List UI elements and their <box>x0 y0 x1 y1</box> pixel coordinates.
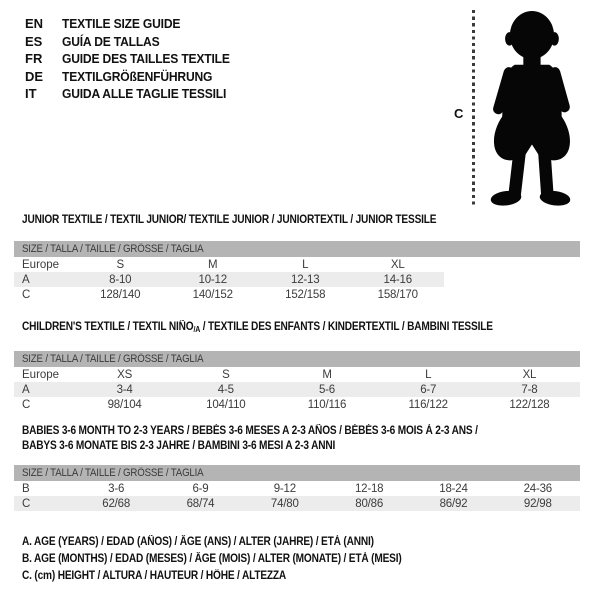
row-label-c: C <box>22 288 31 301</box>
height-measure-dotted-line <box>472 10 475 207</box>
babies-size-header-band <box>14 465 580 481</box>
legend-age-months: B. AGE (MONTHS) / EDAD (MESES) / ÂGE (MOIS) / ALTER (MONATE) / ETÀ (MESI) <box>22 553 402 566</box>
age-cell: 5-6 <box>318 383 336 396</box>
row-label-a: A <box>22 383 30 396</box>
height-cell: 104/110 <box>206 398 246 411</box>
babies-table-title-line1: BABIES 3-6 MONTH TO 2-3 YEARS / BEBÉS 3-6 MESES A 2-3 AÑOS / BÉBÉS 3-6 MOIS À 2-3 ANS / <box>22 425 478 437</box>
legend-height-cm: C. (cm) HEIGHT / ALTURA / HAUTEUR / HÖHE / ALTEZZA <box>22 570 287 583</box>
junior-table-title-text: JUNIOR TEXTILE / TEXTIL JUNIOR/ TEXTILE JUNIOR / JUNIORTEXTIL / JUNIOR TESSILE <box>22 214 437 226</box>
height-cell: 116/122 <box>408 398 448 411</box>
language-code-es: ES <box>25 33 43 49</box>
children-title-subscript: /A <box>193 325 201 334</box>
size-header-label: SIZE / TALLA / TAILLE / GRÖSSE / TAGLIA <box>22 467 204 479</box>
junior-size-table <box>14 213 580 302</box>
legend-age-years: A. AGE (YEARS) / EDAD (AÑOS) / ÂGE (ANS) / ALTER (JAHRE) / ETÀ (ANNI) <box>22 536 374 548</box>
junior-table-title <box>14 213 580 227</box>
legend-block <box>22 534 453 586</box>
size-cell: S <box>116 258 124 271</box>
children-row-age <box>14 382 580 397</box>
size-cell: L <box>302 258 309 271</box>
height-cell: 62/68 <box>102 497 131 510</box>
height-cell: 140/152 <box>192 288 233 301</box>
row-label-c: C <box>22 497 31 510</box>
height-cell: 158/170 <box>377 288 418 301</box>
babies-row-height <box>14 496 580 511</box>
months-cell: 24-36 <box>523 482 553 495</box>
height-cell: 68/74 <box>186 497 215 510</box>
baby-silhouette-icon <box>483 6 579 210</box>
age-cell: 10-12 <box>198 273 227 286</box>
age-cell: 14-16 <box>383 273 412 286</box>
size-cell: M <box>208 258 218 271</box>
guide-title-es: GUÍA DE TALLAS <box>62 33 160 49</box>
language-row-de <box>25 68 242 86</box>
height-cell: 86/92 <box>439 497 468 510</box>
row-label-b: B <box>22 482 30 495</box>
guide-title-de: TEXTILGRÖßENFÜHRUNG <box>62 68 213 84</box>
size-cell: L <box>425 368 432 381</box>
age-cell: 4-5 <box>217 383 234 396</box>
language-code-it: IT <box>25 86 37 102</box>
language-row-en <box>25 15 242 33</box>
language-code-fr: FR <box>25 51 43 67</box>
size-cell: M <box>322 368 332 381</box>
months-cell: 6-9 <box>192 482 209 495</box>
children-row-europe <box>14 367 580 382</box>
children-row-height <box>14 397 580 412</box>
language-code-de: DE <box>25 68 44 84</box>
months-cell: 9-12 <box>273 482 296 495</box>
height-cell: 122/128 <box>509 398 550 411</box>
height-cell: 74/80 <box>270 497 299 510</box>
legend-line-c <box>22 568 453 585</box>
language-row-it <box>25 85 242 103</box>
guide-title-it: GUIDA ALLE TAGLIE TESSILI <box>62 86 227 102</box>
height-cell: 80/86 <box>355 497 384 510</box>
junior-row-europe <box>14 257 444 272</box>
language-title-block <box>25 15 242 103</box>
size-cell: XL <box>522 368 537 381</box>
height-cell: 92/98 <box>523 497 552 510</box>
age-cell: 7-8 <box>521 383 538 396</box>
size-cell: S <box>222 368 230 381</box>
height-measure-label: C <box>454 106 464 121</box>
junior-size-header-band <box>14 241 580 257</box>
months-cell: 12-18 <box>354 482 384 495</box>
age-cell: 12-13 <box>291 273 320 286</box>
row-label-a: A <box>22 273 30 286</box>
height-cell: 152/158 <box>285 288 326 301</box>
babies-size-table <box>14 424 580 511</box>
age-cell: 3-4 <box>116 383 133 396</box>
size-header-label: SIZE / TALLA / TAILLE / GRÖSSE / TAGLIA <box>22 243 204 255</box>
children-size-table <box>14 320 580 412</box>
language-row-es <box>25 33 242 51</box>
height-cell: 128/140 <box>100 288 141 301</box>
row-label-europe: Europe <box>22 368 60 381</box>
months-cell: 3-6 <box>108 482 125 495</box>
babies-table-title-line2: BABYS 3-6 MONATE BIS 2-3 JAHRE / BAMBINI 3-6 MESI A 2-3 ANNI <box>22 440 336 452</box>
row-label-c: C <box>22 398 31 411</box>
row-label-europe: Europe <box>22 258 60 271</box>
language-code-en: EN <box>25 16 44 31</box>
children-title-prefix: CHILDREN'S TEXTILE / TEXTIL NIÑO <box>22 321 194 333</box>
language-row-fr <box>25 50 242 68</box>
guide-title-en: TEXTILE SIZE GUIDE <box>62 16 181 31</box>
children-title-suffix: / TEXTILE DES ENFANTS / KINDERTEXTIL / BAMBINI TESSILE <box>200 321 493 333</box>
junior-row-height <box>14 287 444 302</box>
size-header-label: SIZE / TALLA / TAILLE / GRÖSSE / TAGLIA <box>22 353 204 365</box>
guide-title-fr: GUIDE DES TAILLES TEXTILE <box>62 51 230 67</box>
age-cell: 6-7 <box>420 383 437 396</box>
legend-line-b <box>22 551 453 568</box>
junior-row-age <box>14 272 444 287</box>
legend-line-a <box>22 534 453 551</box>
months-cell: 18-24 <box>439 482 468 495</box>
size-cell: XS <box>117 368 133 381</box>
age-cell: 8-10 <box>109 273 132 286</box>
babies-table-title <box>14 424 580 454</box>
children-size-header-band <box>14 351 580 367</box>
children-table-title <box>14 320 580 337</box>
size-cell: XL <box>390 258 405 271</box>
children-table-title-text <box>22 320 493 337</box>
height-cell: 110/116 <box>307 398 347 411</box>
height-cell: 98/104 <box>107 398 142 411</box>
babies-row-months <box>14 481 580 496</box>
